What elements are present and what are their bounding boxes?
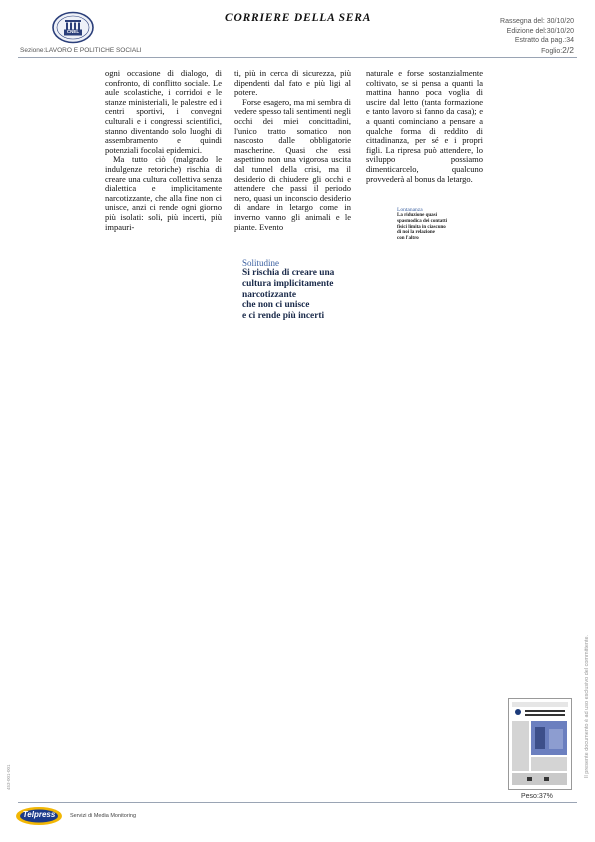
pull-quote-line: cultura implicitamente [242,278,334,289]
document-code: 453-001-001 [6,764,11,790]
header-rule [18,57,577,58]
paragraph: Ma tutto ciò (malgrado le indulgenze retoriche) rischia di creare una cultura collettiva senza dialettica e implicitamente narcotizzante, che alla fine non ci unisce, anzi ci rende ogni giorno più isolati: soli, più incerti, più impauri- [105,154,222,232]
caption-line: con l'altro [397,236,419,242]
caption-line: di noi la relazione [397,230,435,236]
caption-line: fisici limita in ciascuno [397,224,446,230]
paragraph: ogni occasione di dialogo, di confronto, di conflitto sociale. Le aule scolastiche, i corridoi e le stanze ministeriali, le palestre ed i centri sportivi, i convegni culturali e i congressi scientifici, stanno diventando solo luoghi di assembramento e quindi potenziali focolai epidemici. [105,68,222,155]
footer-rule [18,802,577,803]
pull-quote-line: e ci rende più incerti [242,311,325,322]
pull-quote-line: narcotizzante [242,289,296,300]
page-thumbnail[interactable] [508,698,572,790]
usage-note: Il presente documento è ad uso esclusivo del committente. [584,634,590,778]
article-column-3 [366,69,483,184]
newspaper-masthead: CORRIERE DELLA SERA [225,12,372,24]
press-meta [500,17,574,56]
caption-line: La riduzione quasi [397,213,438,218]
paragraph: Forse esagero, ma mi sembra di vedere spesso tali sentimenti negli occhi dei miei concittadini, l'unico tratto somatico non nascosto dalle obbligatorie mascherine. Quasi che essi aspettino non una vigorosa uscita dal tunnel della crisi, ma il desiderio di chiudere gli occhi e attendere che passi il periodo nero, quasi un inconscio desiderio di andare in letargo come in inverno vanno gli animali e le piante. Evento [234,96,351,232]
caption-kicker: Lontananza [397,207,423,213]
cnel-logo [51,11,95,44]
telpress-logo-text: Telpress [22,810,56,819]
pull-quote-kicker: Solitudine [242,258,280,268]
telpress-logo [15,806,63,826]
estratto-page: Estratto da pag.:34 [514,37,574,44]
paragraph: ti, più in cerca di sicurezza, più dipendenti dal fato e più ligi al potere. [234,68,351,98]
telpress-caption: Servizi di Media Monitoring [70,813,137,819]
foglio: Foglio:2/2 [541,44,574,55]
article-column-2 [234,69,351,232]
pull-quote [242,258,360,322]
edizione-date: Edizione del:30/10/20 [506,27,574,35]
caption-line: spasmodica dei contatti [397,218,447,224]
section-label: Sezione:LAVORO E POLITICHE SOCIALI [20,47,142,54]
peso-label: Peso:37% [521,793,553,800]
photo-caption [397,207,467,242]
rassegna-date: Rassegna del: 30/10/20 [500,18,574,25]
pull-quote-line: che non ci unisce [242,300,310,311]
pull-quote-line: Si rischia di creare una [242,268,335,278]
logo-text: CNEL [66,29,80,34]
paragraph: naturale e forse sostanzialmente coltivato, se si pensa a quanti la mattina hanno poca voglia di uscire dal letto (tanta formazione e tanto lavoro si fanno da casa); e a quanti cominciano a pensare a qualche forma di reddito di cittadinanza, per sé e i propri figli. La ripresa può attendere, lo sviluppo possiamo dimenticarcelo, qualcuno provvederà al bonus da letargo. [366,68,483,184]
article-column-1 [105,69,222,232]
